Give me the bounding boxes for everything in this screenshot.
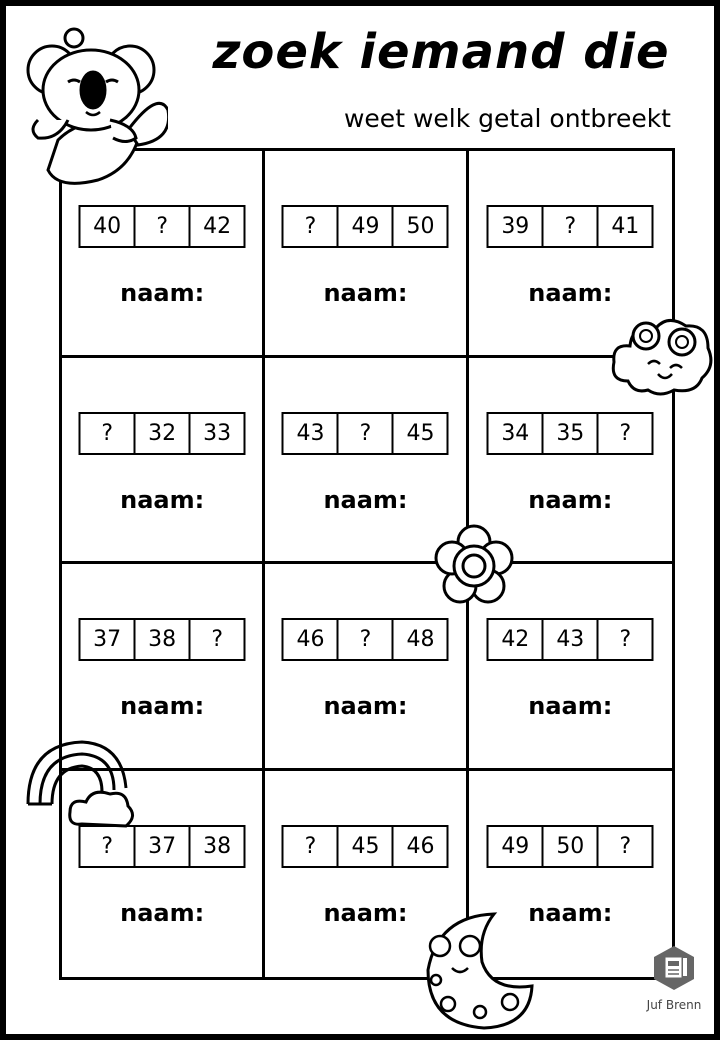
page-title: zoek iemand die [212,24,670,80]
number-box: 32 [136,414,191,453]
number-boxes [282,412,449,455]
name-label: naam: [120,692,205,720]
cloud-sunglasses-icon [608,306,716,401]
name-label: naam: [323,692,408,720]
number-box: 40 [81,207,136,246]
name-label: naam: [528,485,613,514]
number-box: 45 [339,827,394,866]
name-label: naam: [323,898,408,927]
number-boxes [79,412,246,455]
number-boxes [79,205,246,248]
logo-text: Juf Brenn [646,998,702,1012]
juf-brenn-logo [636,944,712,1012]
number-box: 38 [203,833,232,859]
number-box: ? [211,627,223,652]
number-box: 37 [81,620,136,659]
number-box: 49 [339,207,394,246]
number-box: 39 [489,207,544,246]
number-box: 46 [284,620,339,659]
name-label: naam: [120,485,205,514]
number-box: 49 [489,827,544,866]
number-box: ? [284,827,339,866]
number-box: 43 [544,620,599,659]
number-box: ? [619,627,632,652]
number-box: ? [544,207,599,246]
number-box: 33 [203,420,232,446]
number-box: 50 [544,827,599,866]
name-label: naam: [323,485,408,514]
number-boxes [79,618,246,661]
number-boxes [487,618,654,661]
cell [62,358,265,565]
number-box: ? [284,207,339,246]
number-box: 43 [284,414,339,453]
number-box: 45 [406,420,435,446]
number-boxes [487,825,654,868]
koala-icon [18,20,168,190]
name-label: naam: [528,692,613,720]
name-label: naam: [120,279,205,307]
number-box: ? [339,620,394,659]
number-box: 41 [611,214,640,239]
number-box: 34 [489,414,544,453]
number-box: 42 [489,620,544,659]
name-label: naam: [323,279,408,307]
number-box: ? [619,833,632,859]
notebook-icon [652,944,696,992]
number-box: 46 [406,833,435,859]
number-box: ? [339,414,394,453]
number-boxes [282,825,449,868]
name-label: naam: [528,898,613,927]
number-boxes [282,618,449,661]
number-box: ? [81,414,136,453]
moon-icon [418,906,544,1034]
rainbow-icon [22,734,138,834]
flower-icon [432,522,516,608]
number-boxes [487,412,654,455]
name-label: naam: [528,279,613,307]
number-box: 42 [203,214,232,239]
number-box: ? [81,827,136,866]
number-box: ? [619,420,632,446]
page-subtitle: weet welk getal ontbreekt [343,104,671,133]
number-box: ? [136,207,191,246]
number-box: 50 [406,214,435,239]
number-box: 48 [406,627,435,652]
number-box: 35 [544,414,599,453]
number-boxes [487,205,654,248]
cell [265,151,468,358]
name-label: naam: [120,898,205,927]
number-box: 38 [136,620,191,659]
cell-grid [59,148,675,980]
number-box: 37 [136,827,191,866]
number-boxes [282,205,449,248]
